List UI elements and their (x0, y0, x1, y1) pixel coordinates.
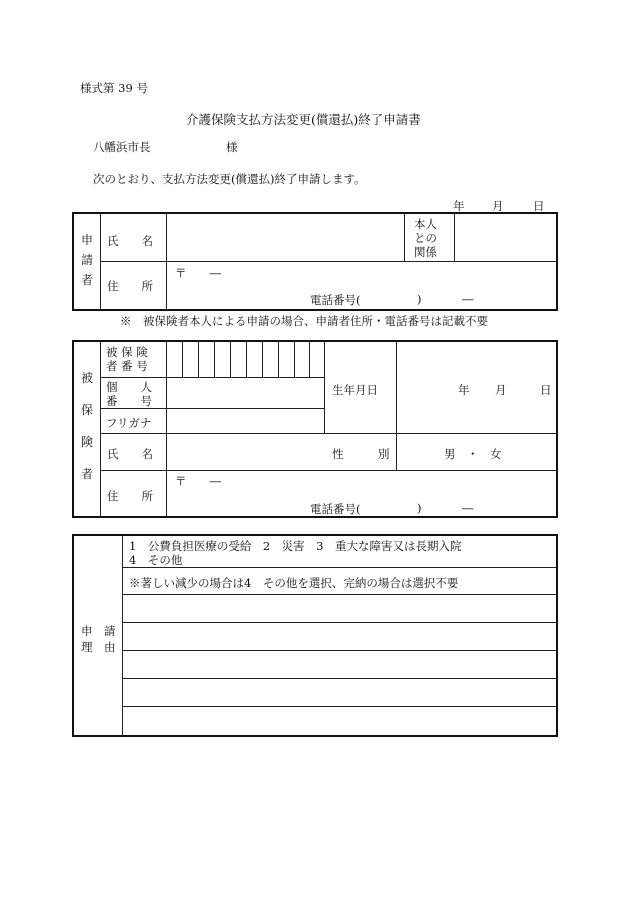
individual-number-field[interactable] (168, 379, 322, 406)
sex-options[interactable]: 男 ・ 女 (444, 447, 502, 461)
reason-table (72, 534, 558, 737)
insured-name-field[interactable] (168, 435, 322, 468)
insured-section-label: 被 保 険 者 (80, 371, 93, 481)
birth-month-label: 月 (495, 383, 507, 397)
applicant-phone-close: ) (417, 292, 422, 306)
applicant-address-field[interactable] (168, 264, 556, 308)
furigana-field[interactable] (168, 410, 322, 431)
individual-number-label: 個 人 番 号 (106, 380, 152, 408)
applicant-name-field[interactable] (168, 216, 402, 259)
applicant-table (72, 212, 558, 311)
addressee: 八幡浜市長 (93, 140, 151, 154)
insured-table (72, 340, 558, 518)
birth-year-label: 年 (458, 383, 470, 397)
sex-label: 性 別 (332, 447, 390, 461)
insured-phone-dash: ― (462, 501, 474, 515)
reason-line-1[interactable] (124, 596, 556, 621)
reason-label-top: 申 請 (81, 624, 116, 638)
reason-note: ※著しい減少の場合は4 その他を選択、完納の場合は選択不要 (129, 576, 459, 590)
birthdate-label: 生年月日 (332, 383, 378, 397)
reason-line-4[interactable] (124, 680, 556, 705)
applicant-relation-label: 本人 との 関係 (414, 217, 437, 259)
insured-phone-label: 電話番号( (310, 502, 361, 516)
applicant-phone-label: 電話番号( (310, 293, 361, 307)
date-year-label: 年 (453, 199, 465, 213)
applicant-note: ※ 被保険者本人による申請の場合、申請者住所・電話番号は記載不要 (120, 314, 488, 328)
insured-address-label: 住 所 (107, 489, 153, 503)
form-title: 介護保険支払方法変更(償還払)終了申請書 (186, 112, 421, 127)
date-day-label: 日 (533, 199, 545, 213)
form-number: 様式第 39 号 (80, 81, 148, 95)
insured-phone-close: ) (417, 501, 422, 515)
applicant-section-label: 申 請 者 (80, 233, 93, 287)
applicant-name-label: 氏 名 (107, 234, 153, 248)
reason-options-select[interactable] (124, 536, 556, 566)
date-month-label: 月 (492, 199, 504, 213)
reason-options-line2: 4 その他 (129, 553, 183, 567)
insured-name-label: 氏 名 (107, 447, 153, 461)
insured-address-field[interactable] (168, 472, 556, 514)
insured-number-field[interactable] (168, 344, 322, 375)
reason-line-2[interactable] (124, 624, 556, 649)
addressee-honorific: 様 (226, 140, 238, 154)
reason-line-3[interactable] (124, 652, 556, 677)
applicant-phone-dash: ― (462, 292, 474, 306)
reason-line-5[interactable] (124, 708, 556, 734)
birthdate-field[interactable] (398, 344, 556, 431)
insured-postal-mark: 〒 ― (175, 474, 221, 488)
furigana-label: フリガナ (106, 416, 152, 430)
applicant-postal-mark: 〒 ― (175, 266, 221, 280)
applicant-relation-field[interactable] (456, 216, 556, 259)
insured-number-label: 被 保 険 者 番 号 (106, 345, 148, 373)
reason-options-line1: 1 公費負担医療の受給 2 災害 3 重大な障害又は長期入院 (129, 539, 462, 553)
reason-label-bottom: 理 由 (81, 640, 116, 654)
birth-day-label: 日 (540, 383, 552, 397)
applicant-address-label: 住 所 (107, 279, 153, 293)
intro-text: 次のとおり、支払方法変更(償還払)終了申請します。 (93, 172, 366, 186)
